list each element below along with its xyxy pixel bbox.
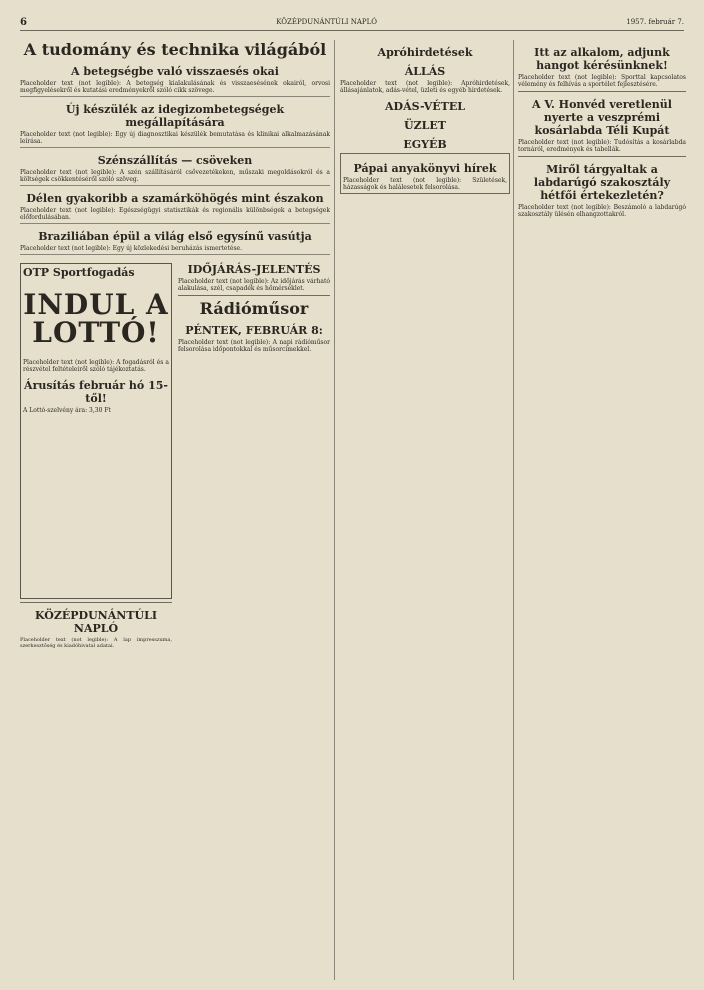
article xyxy=(20,230,330,255)
article xyxy=(20,154,330,186)
imprint-text: Placeholder text (not legible): A lap impresszuma, szerkesztőség és kiadóhivatal adatai. xyxy=(20,637,172,649)
article-title: Délen gyakoribb a szamárköhögés mint északon xyxy=(26,192,324,205)
paper-name: KÖZÉPDUNÁNTÚLI NAPLÓ xyxy=(276,18,377,26)
article-title: A betegségbe való visszaesés okai xyxy=(71,65,279,78)
article-text: Placeholder text (not legible): Egy új diagnosztikai készülék bemutatása és klinikai alkalmazásának leírása. xyxy=(20,131,330,145)
sports-text-3: Placeholder text (not legible): Beszámoló a labdarúgó szakosztály ülésén elhangzottakról. xyxy=(518,204,686,218)
ads-subtitle: EGYÉB xyxy=(403,138,447,151)
lotto-title: INDUL A LOTTÓ! xyxy=(23,288,169,349)
sports-title-2: A V. Honvéd veretlenül nyerte a veszprémi kosárlabda Téli Kupát xyxy=(532,98,672,137)
left-column xyxy=(20,40,330,980)
page-number: 6 xyxy=(20,16,27,28)
weather-text: Placeholder text (not legible): Az időjárás várható alakulása, szél, csapadék és hőmérséklet. xyxy=(178,278,330,292)
ads-text: Placeholder text (not legible): Apróhirdetések, állásajánlatok, adás-vétel, üzleti és egyéb hirdetések. xyxy=(340,80,510,94)
headline: A tudomány és technika világából xyxy=(23,40,327,59)
article-text: Placeholder text (not legible): A szén szállításáról csővezetékeken, műszaki megoldásokról és a költségek csökkentéséről szóló szöveg. xyxy=(20,169,330,183)
ads-title: Apróhirdetések xyxy=(377,46,473,59)
otp-text: Placeholder text (not legible): A fogadásról és a részvétel feltételeiről szóló tájékoztatás. xyxy=(23,359,169,373)
article-title: Braziliában épül a világ első egysínű vasútja xyxy=(38,230,312,243)
article xyxy=(20,65,330,97)
column-divider xyxy=(334,40,335,980)
radio-text: Placeholder text (not legible): A napi rádióműsor felsorolása időpontokkal és műsorcímekkel. xyxy=(178,339,330,353)
otp-title: OTP Sportfogadás xyxy=(23,266,135,279)
sports-title-3: Miről tárgyaltak a labdarúgó szakosztály hétfői értekezletén? xyxy=(533,163,671,202)
date: 1957. február 7. xyxy=(626,18,684,26)
right-column xyxy=(518,40,686,980)
radio-title: Rádióműsor xyxy=(199,299,309,318)
article xyxy=(20,192,330,224)
vital-records-box xyxy=(340,153,510,194)
sports-text: Placeholder text (not legible): Sporttal kapcsolatos vélemény és felhívás a sportélet fejlesztésére. xyxy=(518,74,686,88)
article-text: Placeholder text (not legible): Egy új közlekedési beruházás ismertetése. xyxy=(20,245,242,252)
article-text: Placeholder text (not legible): A betegség kialakulásának és visszaesésének okairól, orvosi megfigyelésekről és kutatási eredményekről szóló cikk szövege. xyxy=(20,80,330,94)
otp-date: Árusítás február hó 15-től! xyxy=(24,379,168,405)
vital-records-title: Pápai anyakönyvi hírek xyxy=(353,162,497,175)
ads-subtitle: ADÁS-VÉTEL xyxy=(385,100,465,113)
article-text: Placeholder text (not legible): Egészségügyi statisztikák és regionális különbségek a betegségek előfordulásában. xyxy=(20,207,330,221)
sports-title: Itt az alkalom, adjunk hangot kérésünknek! xyxy=(534,46,670,72)
article-title: Új készülék az idegizombetegségek megállapítására xyxy=(65,103,285,129)
vital-records-text: Placeholder text (not legible): Születések, házasságok és halálesetek felsorolása. xyxy=(343,177,507,191)
weather-title: IDŐJÁRÁS-JELENTÉS xyxy=(187,263,321,276)
middle-column xyxy=(340,40,510,980)
sports-text-2: Placeholder text (not legible): Tudósítás a kosárlabda tornáról, eredmények és tabellák. xyxy=(518,139,686,153)
page-header xyxy=(20,14,684,31)
article xyxy=(20,103,330,148)
ads-subtitle: ÁLLÁS xyxy=(404,65,446,78)
imprint-title: KÖZÉPDUNÁNTÚLI NAPLÓ xyxy=(35,609,157,635)
article-title: Szénszállítás — csöveken xyxy=(97,154,253,167)
ads-subtitle: ÜZLET xyxy=(404,119,446,132)
otp-box xyxy=(20,263,172,599)
radio-day: PÉNTEK, FEBRUÁR 8: xyxy=(185,324,323,337)
column-divider xyxy=(513,40,514,980)
otp-price: A Lottó-szelvény ára: 3,30 Ft xyxy=(23,407,111,414)
